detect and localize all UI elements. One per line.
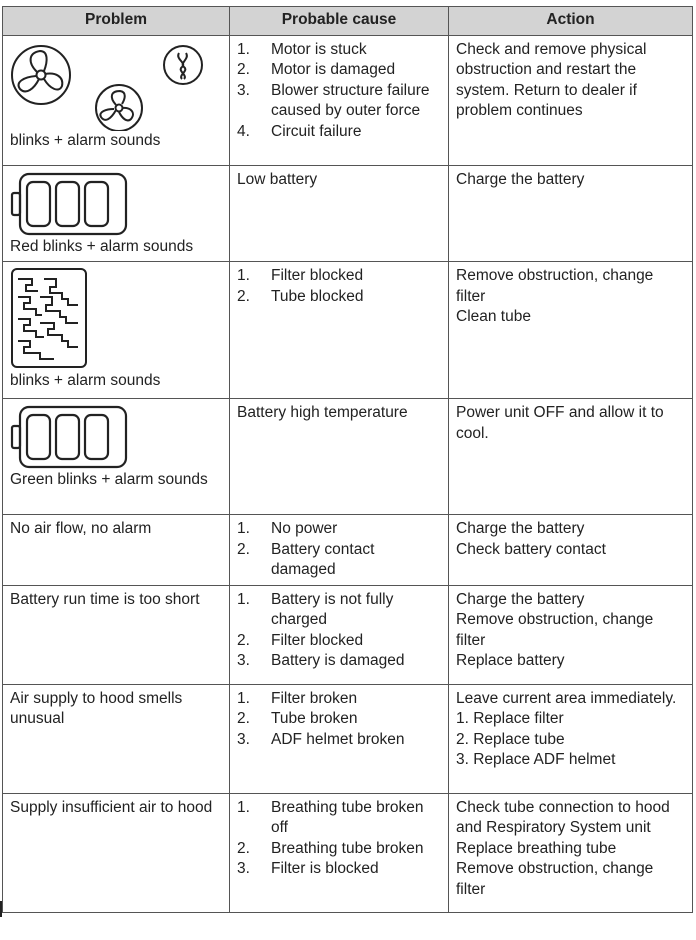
list-number: 2. [237, 631, 250, 649]
action-text: Replace battery [456, 652, 565, 669]
action-cell [449, 165, 693, 262]
table-row [3, 399, 693, 515]
cause-cell [230, 35, 449, 165]
table-row [3, 515, 693, 586]
list-item [237, 540, 441, 581]
list-text: Circuit failure [271, 122, 362, 140]
list-number: 2. [237, 540, 250, 558]
cause-cell [230, 515, 449, 586]
problem-cell [3, 684, 230, 793]
cause-list [237, 689, 441, 751]
table-row [3, 262, 693, 399]
problem-cell [3, 165, 230, 262]
cause-list [237, 40, 441, 143]
list-item [237, 40, 441, 61]
cause-cell [230, 793, 449, 912]
list-item [237, 839, 441, 860]
cause-list [237, 266, 441, 307]
list-number: 1. [237, 590, 250, 608]
problem-text: Red blinks + alarm sounds [10, 237, 194, 255]
header-probable-cause: Probable cause [230, 7, 449, 36]
list-text: Motor is stuck [271, 40, 367, 58]
problem-cell [3, 35, 230, 165]
list-item [237, 859, 441, 880]
list-number: 2. [237, 61, 250, 78]
table-row [3, 684, 693, 793]
list-text: Battery is not fully charged [271, 590, 394, 628]
list-number: 3. [237, 860, 250, 877]
page-edge-mark [0, 901, 2, 917]
list-item [237, 651, 441, 672]
list-number: 2. [237, 710, 250, 727]
problem-cell [3, 399, 230, 515]
table-row [3, 585, 693, 684]
list-text: No power [271, 520, 338, 537]
list-item [237, 266, 441, 287]
list-text: Filter blocked [271, 631, 364, 649]
list-item [237, 689, 441, 710]
action-cell [449, 262, 693, 399]
cause-cell [230, 585, 449, 684]
problem-text: Green blinks + alarm sounds [10, 471, 208, 488]
list-text: Battery is damaged [271, 652, 405, 669]
problem-cell [3, 585, 230, 684]
action-text: Check tube connection to hood and Respiratory System unit [456, 798, 670, 836]
list-number: 3. [237, 652, 250, 669]
list-number: 1. [237, 689, 250, 707]
action-text: Remove obstruction, change filter [456, 860, 654, 898]
action-text: Remove obstruction, change filter [456, 611, 654, 649]
list-item [237, 590, 441, 631]
problem-text: Battery run time is too short [10, 590, 200, 608]
list-text: ADF helmet broken [271, 730, 405, 748]
list-text: Tube broken [271, 710, 358, 727]
problem-text: Air supply to hood smells unusual [10, 689, 183, 727]
list-item [237, 709, 441, 730]
action-text: Check and remove physical obstruction and restart the system. Return to dealer if problem continues [456, 40, 647, 119]
list-number: 2. [237, 287, 250, 305]
list-text: Motor is damaged [271, 61, 396, 78]
cause-text: Battery high temperature [237, 404, 408, 421]
list-item [237, 60, 441, 81]
action-cell [449, 399, 693, 515]
list-number: 3. [237, 730, 250, 748]
battery-icon [10, 171, 130, 237]
list-text: Blower structure failure caused by outer force [271, 81, 430, 119]
action-text: Charge the battery [456, 590, 585, 608]
action-text: 1. Replace filter [456, 710, 564, 727]
header-action: Action [449, 7, 693, 36]
problem-text: No air flow, no alarm [10, 520, 152, 537]
cause-list [237, 590, 441, 672]
action-cell [449, 35, 693, 165]
list-number: 1. [237, 520, 250, 537]
troubleshooting-table [2, 6, 693, 913]
action-text: 3. Replace ADF helmet [456, 751, 616, 768]
action-text: Charge the battery [456, 520, 585, 537]
list-text: Tube blocked [271, 287, 364, 305]
action-text: Charge the battery [456, 170, 585, 188]
list-text: Filter broken [271, 689, 358, 707]
list-number: 3. [237, 81, 250, 99]
filter-icon [10, 267, 90, 371]
list-text: Battery contact damaged [271, 540, 375, 578]
header-row [3, 7, 693, 36]
header-problem: Problem [3, 7, 230, 36]
list-number: 4. [237, 122, 250, 140]
list-number: 2. [237, 839, 250, 857]
action-text: Power unit OFF and allow it to cool. [456, 404, 664, 442]
action-text: Remove obstruction, change filter [456, 267, 654, 305]
cause-text: Low battery [237, 170, 318, 188]
action-text: Leave current area immediately. [456, 689, 677, 707]
list-text: Breathing tube broken [271, 839, 424, 857]
problem-text: blinks + alarm sounds [10, 131, 161, 149]
table-row [3, 35, 693, 165]
table-row [3, 793, 693, 912]
battery-icon [10, 404, 130, 470]
list-number: 1. [237, 40, 250, 58]
action-cell [449, 515, 693, 586]
list-item [237, 631, 441, 652]
action-text: 2. Replace tube [456, 730, 565, 748]
action-cell [449, 793, 693, 912]
list-number: 1. [237, 267, 250, 284]
cause-list [237, 798, 441, 880]
cause-list [237, 519, 441, 581]
fan-motor-icon [10, 39, 222, 131]
problem-text: Supply insufficient air to hood [10, 798, 213, 816]
action-text: Replace breathing tube [456, 839, 617, 857]
action-cell [449, 684, 693, 793]
list-item [237, 730, 441, 751]
action-text: Check battery contact [456, 540, 606, 558]
list-item [237, 287, 441, 308]
problem-cell [3, 262, 230, 399]
list-text: Breathing tube broken off [271, 798, 424, 836]
problem-text: blinks + alarm sounds [10, 372, 161, 389]
cause-cell [230, 262, 449, 399]
problem-cell [3, 515, 230, 586]
cause-cell [230, 684, 449, 793]
list-number: 1. [237, 798, 250, 816]
list-text: Filter blocked [271, 267, 364, 284]
table-row [3, 165, 693, 262]
problem-cell [3, 793, 230, 912]
list-item [237, 519, 441, 540]
action-cell [449, 585, 693, 684]
cause-cell [230, 399, 449, 515]
list-text: Filter is blocked [271, 860, 379, 877]
list-item [237, 81, 441, 122]
list-item [237, 798, 441, 839]
action-text: Clean tube [456, 308, 531, 325]
list-item [237, 122, 441, 143]
cause-cell [230, 165, 449, 262]
